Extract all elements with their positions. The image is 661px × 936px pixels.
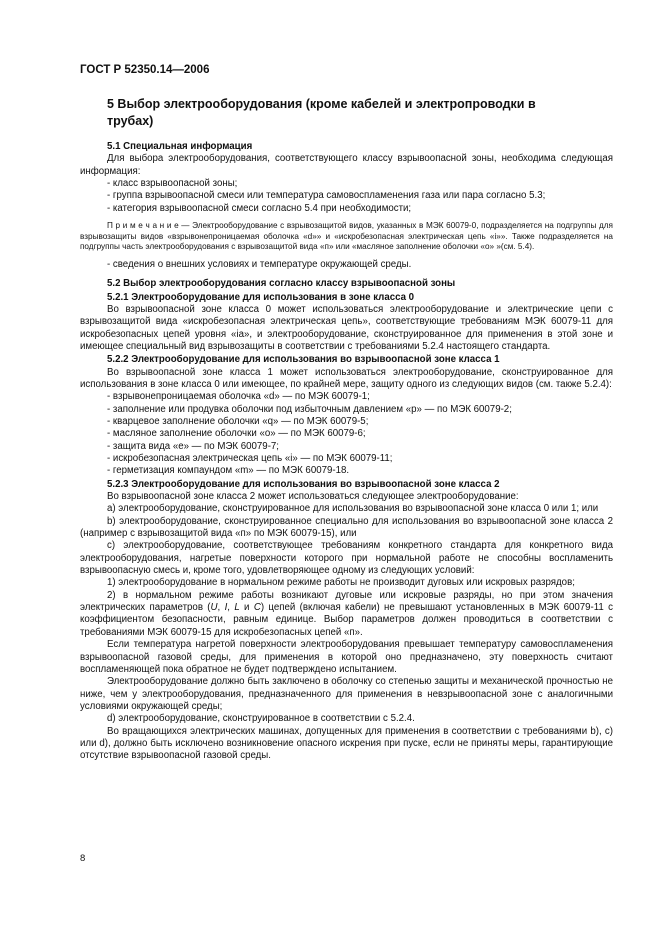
page-number: 8 xyxy=(80,853,86,864)
list-item: - класс взрывоопасной зоны; xyxy=(107,178,238,190)
list-item: - искробезопасная электрическая цепь «i» — по МЭК 60079-11; xyxy=(107,453,393,464)
subsection-5-2-3-intro: Во взрывоопасной зоне класса 2 может использоваться следующее электрооборудование: xyxy=(107,491,519,503)
rotating-machines-paragraph: Во вращающихся электрических машинах, допущенных для применения в соответствии с требованиями b), с) или d), должно быть исключено возникновение опасного искрения при пуске, если не приняты меры, гарантирующие отсутствие взрывоопасной газовой среды. xyxy=(80,725,613,762)
list-item: - кварцевое заполнение оболочки «q» — по МЭК 60079-5; xyxy=(107,415,369,427)
item-b: b) электрооборудование, сконструированное специально для использования во взрывоопасной зоне класса 2 (например с взрывозащитой вида «п» по МЭК 60079-15), или xyxy=(80,515,613,540)
separator: , xyxy=(227,602,235,614)
item-a: а) электрооборудование, сконструированное для использования во взрывоопасной зоне класса 0 или 1; или xyxy=(107,503,599,515)
list-item: - категория взрывоопасной смеси согласно 5.4 при необходимости; xyxy=(107,202,412,214)
list-item: - группа взрывоопасной смеси или температура самовоспламенения газа или пара согласно 5.3; xyxy=(107,190,546,202)
item-c2 xyxy=(80,590,613,639)
list-item: - защита вида «е» — по МЭК 60079-7; xyxy=(107,440,279,452)
enclosure-paragraph: Электрооборудование должно быть заключено в оболочку со степенью защиты и механической прочностью не ниже, чем у электрооборудования, предназначенного для применения в невзрывоопасной зоне с аналогичными условиями окружающей среды; xyxy=(80,676,613,712)
item-c: с) электрооборудование, соответствующее требованиям конкретного стандарта для конкретного вида электрооборудования, нагретые поверхности которого при нормальной работе не способны воспламенить взрывоопасную смесь и, кроме того, удовлетворяющее одному из следующих условий: xyxy=(80,540,613,577)
list-item: - масляное заполнение оболочки «о» — по МЭК 60079-6; xyxy=(107,428,366,440)
subsection-5-2-title: 5.2 Выбор электрооборудования согласно классу взрывоопасной зоны xyxy=(107,278,456,290)
conjunction: и xyxy=(239,602,254,614)
list-item: - заполнение или продувка оболочки под избыточным давлением «р» — по МЭК 60079-2; xyxy=(107,403,512,415)
subsection-5-2-2-title: 5.2.2 Электрооборудование для использования во взрывоопасной зоне класса 1 xyxy=(107,354,500,366)
document-body xyxy=(80,96,613,763)
item-d: d) электрооборудование, сконструированное в соответствии с 5.2.4. xyxy=(107,713,415,725)
separator: , xyxy=(217,602,225,614)
item-c2-text-end: ) цепей (включая кабели) не превышают установленных в МЭК 60079-11 с коэффициентом безопасности, равным единице. Выбор параметров должен проводиться в соответствии с требованиями МЭК 60079-15 для искробезопасных цепей «п». xyxy=(80,602,614,638)
note: П р и м е ч а н и е — Электрооборудование с взрывозащитой видов, указанных в МЭК 60079-0, подразделяется на подгруппы для взрывозащиты видов «взрывонепроницаемая оболочка «d»» и «искробезопасная электрическая цепь «i»». Также подразделяется на подгруппы часть электрооборудования с взрывозащитой вида «п» или «масляное заполнение оболочки «о» »(см. 5.4). xyxy=(80,221,613,252)
param-i: I xyxy=(224,602,228,614)
document-header: ГОСТ Р 52350.14—2006 xyxy=(80,64,210,76)
param-l: L xyxy=(234,602,240,614)
param-u: U xyxy=(210,602,218,614)
subsection-5-2-1-title: 5.2.1 Электрооборудование для использования в зоне класса 0 xyxy=(107,291,415,303)
list-item: - взрывонепроницаемая оболочка «d» — по МЭК 60079-1; xyxy=(107,391,370,403)
item-c2-text-start: 2) в нормальном режиме работы возникают дуговые или искровые разряды, но при этом значения электрических параметров ( xyxy=(80,589,613,614)
temperature-paragraph: Если температура нагретой поверхности электрооборудования превышает температуру самовоспламенения взрывоопасной газовой среды, для применения в которой оно предназначено, эту поверхность считают воспламеняющей пока обратное не будет подтверждено испытанием. xyxy=(80,639,613,675)
subsection-5-2-3-title: 5.2.3 Электрооборудование для использования во взрывоопасной зоне класса 2 xyxy=(107,478,500,490)
subsection-5-2-1-text: Во взрывоопасной зоне класса 0 может использоваться электрооборудование и электрические цепи с взрывозащитой вида «искробезопасная электрическая цепь», соответствующие требованиям МЭК 60079-11 для искробезопасных цепей уровня «ia», и электрооборудование, сконструированное для применения в этой зоне и имеющее специальный вид взрывозащиты в соответствии с требованиями 5.2.4 настоящего стандарта. xyxy=(80,303,613,352)
list-item: - сведения о внешних условиях и температуре окружающей среды. xyxy=(107,258,412,270)
section-title: 5 Выбор электрооборудования (кроме кабелей и электропроводки в трубах) xyxy=(107,97,536,128)
param-c: C xyxy=(253,602,261,614)
subsection-5-1-intro: Для выбора электрооборудования, соответствующего классу взрывоопасной зоны, необходима следующая информация: xyxy=(80,153,613,177)
subsection-5-2-2-text: Во взрывоопасной зоне класса 1 может использоваться электрооборудование, сконструированное для использования в зоне класса 0 или имеющее, по крайней мере, защиту одного из следующих видов (см. также 5.2.4): xyxy=(80,366,613,390)
list-item: - герметизация компаундом «m» — по МЭК 60079-18. xyxy=(107,465,350,477)
item-c1: 1) электрооборудование в нормальном режиме работы не производит дуговых или искровых разрядов; xyxy=(107,577,575,589)
subsection-5-1-title: 5.1 Специальная информация xyxy=(107,141,253,152)
